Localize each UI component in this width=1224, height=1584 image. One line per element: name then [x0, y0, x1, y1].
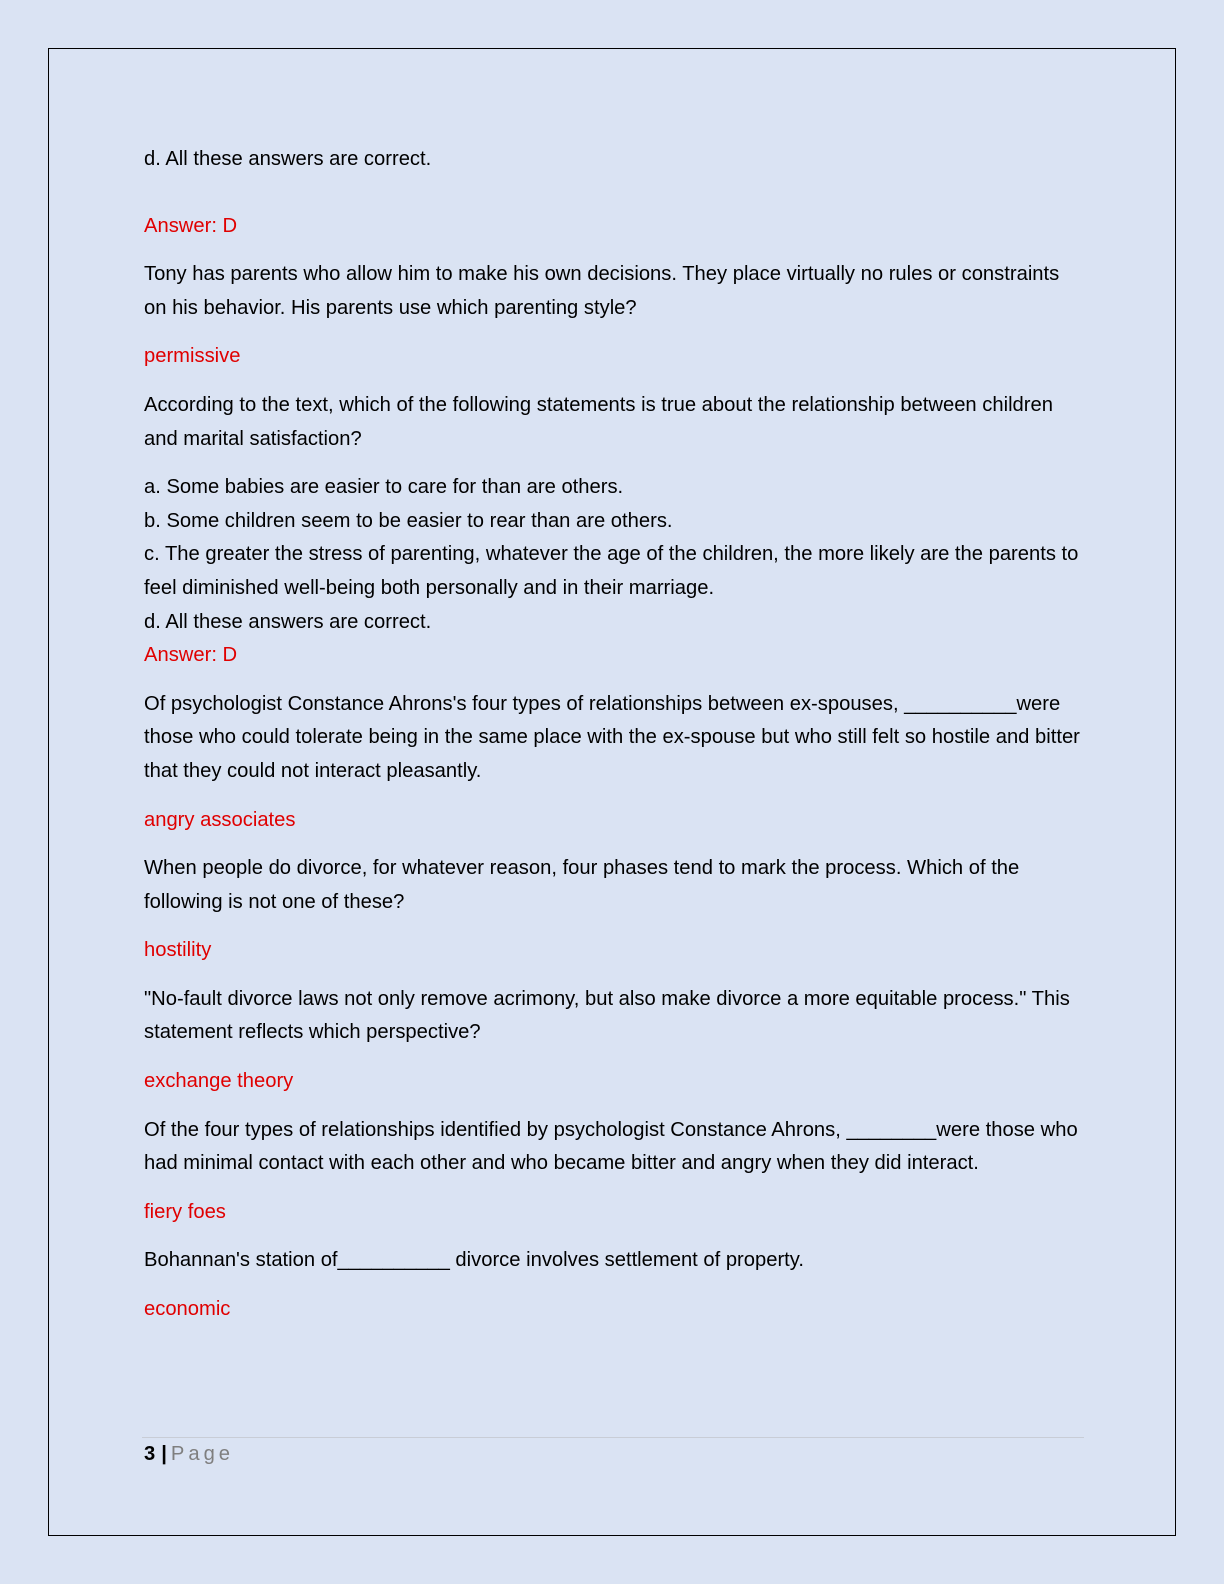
question-text: Of psychologist Constance Ahrons's four types of relationships between ex-spouses, __________were those who could tolerate being in the same place with the ex-spouse but who still felt so hostile and bitter that they could not interact pleasantly.: [144, 692, 1080, 782]
question-text: Of the four types of relationships identified by psychologist Constance Ahrons, ________were those who had minimal contact with each other and who became bitter and angry when they did interact.: [144, 1118, 1078, 1175]
answer-text: economic: [144, 1298, 231, 1321]
answer-text: Answer: D: [144, 214, 238, 237]
question-text: a. Some babies are easier to care for than are others.: [144, 476, 624, 499]
question-text: According to the text, which of the following statements is true about the relationship between children and marital satisfaction?: [144, 393, 1053, 450]
document-body: [144, 143, 1084, 1327]
question-text: Bohannan's station of__________ divorce involves settlement of property.: [144, 1249, 804, 1272]
footer-divider: [142, 1437, 1084, 1438]
question-text: d. All these answers are correct.: [144, 148, 432, 170]
page-number: 3: [144, 1443, 156, 1465]
question-text: When people do divorce, for whatever reason, four phases tend to mark the process. Which of the following is not one of these?: [144, 857, 1020, 913]
question-text: "No-fault divorce laws not only remove acrimony, but also make divorce a more equitable process." This statement reflects which perspective?: [144, 987, 1070, 1044]
page-label: Page: [170, 1443, 235, 1465]
answer-text: Answer: D: [144, 644, 238, 667]
answer-text: exchange theory: [144, 1070, 294, 1093]
question-text: b. Some children seem to be easier to rear than are others.: [144, 509, 673, 532]
answer-text: fiery foes: [144, 1200, 226, 1223]
question-text: Tony has parents who allow him to make his own decisions. They place virtually no rules or constraints on his behavior. His parents use which parenting style?: [144, 263, 1060, 319]
answer-text: angry associates: [144, 808, 296, 831]
answer-text: permissive: [144, 345, 241, 368]
page-footer: [144, 1440, 234, 1468]
question-text: d. All these answers are correct.: [144, 610, 432, 633]
footer-separator: |: [161, 1443, 167, 1465]
question-text: c. The greater the stress of parenting, whatever the age of the children, the more likely are the parents to feel diminished well-being both personally and in their marriage.: [144, 543, 1079, 599]
answer-text: hostility: [144, 939, 212, 962]
